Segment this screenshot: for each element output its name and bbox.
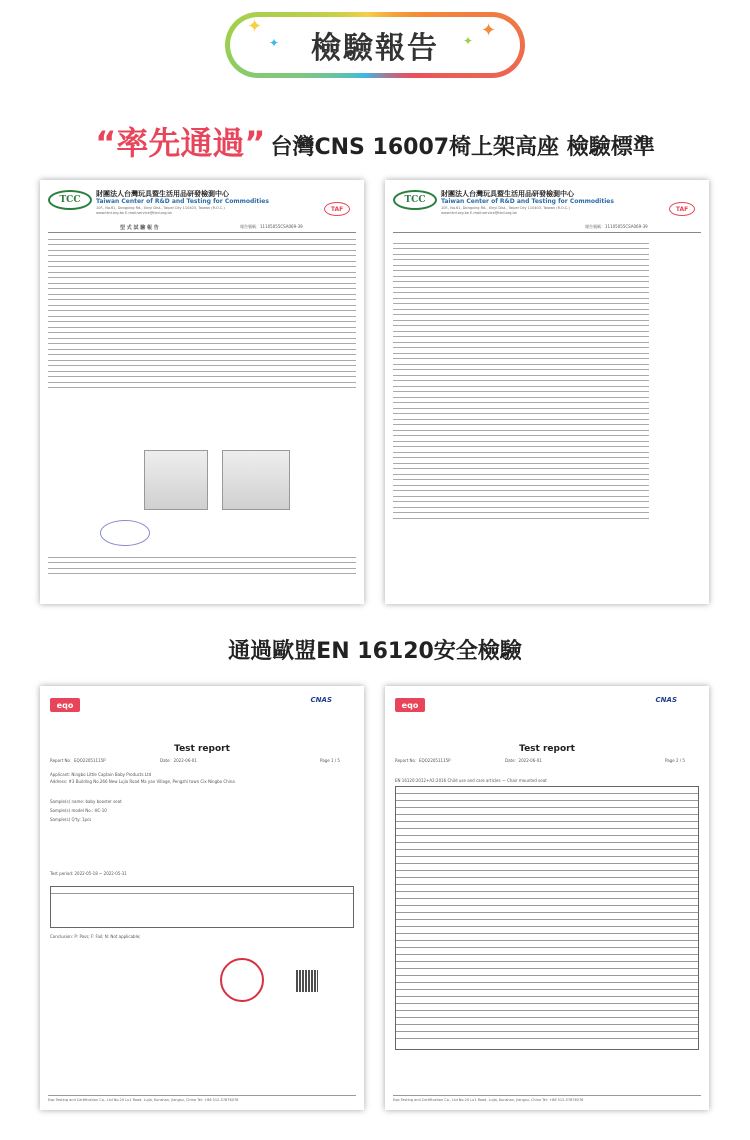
eqo-page: Page 1 / 5 — [320, 758, 340, 763]
eqo-title: Test report — [174, 744, 230, 754]
tcc-address: 10F., No.61, Dongxing Rd., Xinyi Dist., Taipei City 110403, Taiwan (R.O.C.) — [96, 206, 225, 210]
tcc-table — [48, 234, 356, 388]
tcc-report-title: 型 式 試 驗 報 告 — [120, 225, 159, 231]
tcc-logo: TCC — [393, 190, 437, 210]
table-row — [396, 927, 698, 934]
tcc-logo: TCC — [48, 190, 92, 210]
tcc-org-en: Taiwan Center of R&D and Testing for Commodities — [441, 198, 614, 205]
table-row — [396, 913, 698, 920]
eqo-logo: eqo — [50, 698, 80, 712]
tcc-stamp — [100, 520, 150, 546]
eqo-summary-table — [50, 886, 354, 928]
eqo-footer: Eqo Testing and Certification Co., Ltd No.20 Lu1 Road, Lujia, Kunshan, Jiangsu, China Tel: +86 512-57876076 — [48, 1095, 356, 1102]
list-item — [393, 513, 649, 519]
table-row — [396, 948, 698, 955]
table-row — [396, 906, 698, 913]
eqo-address: Address: #3 Building No.266 New Lujia Road Ma yan Village, Pengzhi town Cix Ningbo China — [50, 779, 235, 784]
table-row — [396, 892, 698, 899]
eqo-results-table — [395, 786, 699, 1050]
tcc-checklist — [393, 238, 649, 519]
table-row — [396, 1011, 698, 1018]
eqo-model: Sample(s) model No.: HC-10 — [50, 808, 107, 813]
tcc-org-name: 財團法人台灣玩具暨生活用品研發檢測中心 — [441, 190, 574, 198]
tcc-report-no: 報告號碼：11105055CSA069-39 — [585, 224, 648, 229]
eqo-logo: eqo — [395, 698, 425, 712]
table-row — [396, 941, 698, 948]
eqo-conclusion: Conclusion: P: Pass; F: Fail; N: Not applicable; — [50, 934, 141, 939]
table-row — [396, 920, 698, 927]
table-row — [396, 969, 698, 976]
table-row — [396, 983, 698, 990]
table-row — [396, 815, 698, 822]
cnas-logo: CNAS — [310, 696, 332, 704]
eqo-test-period: Test period: 2022-05-18 ~ 2022-05-31 — [50, 871, 127, 876]
tcc-org-en: Taiwan Center of R&D and Testing for Commodities — [96, 198, 269, 205]
table-row — [51, 887, 353, 894]
table-row — [48, 383, 356, 389]
table-row — [396, 864, 698, 871]
tcc-report-page-2 — [385, 180, 709, 604]
table-row — [396, 955, 698, 962]
qr-code — [296, 970, 318, 992]
table-row — [396, 997, 698, 1004]
eqo-report-no: Report No：EQO22051115P — [50, 758, 106, 763]
headline — [0, 118, 750, 164]
taf-logo: TAF — [324, 202, 350, 216]
table-row — [396, 1018, 698, 1025]
tcc-report-no: 報告號碼：11105055CSA069-39 — [240, 224, 303, 229]
table-row — [48, 569, 356, 575]
table-row — [396, 836, 698, 843]
banner-frame — [225, 12, 525, 78]
sparkle-icon: ✦ — [269, 36, 280, 50]
banner-title: 檢驗報告 — [311, 31, 439, 66]
tcc-org-name: 財團法人台灣玩具暨生活用品研發檢測中心 — [96, 190, 229, 198]
sparkle-icon: ✦ — [247, 16, 263, 37]
table-row — [396, 822, 698, 829]
table-row — [396, 990, 698, 997]
eqo-applicant: Applicant: Ningbo Little Captain Baby Products Ltd — [50, 772, 152, 777]
table-row — [396, 829, 698, 836]
table-row — [396, 871, 698, 878]
cnas-logo: CNAS — [655, 696, 677, 704]
eqo-date: Date：2022-06-01 — [160, 758, 197, 763]
table-row — [396, 801, 698, 808]
table-row — [396, 1032, 698, 1039]
eqo-standard: EN 16120:2012+A2:2016 Child use and care articles — Chair mounted seat — [395, 778, 547, 783]
eqo-footer: Eqo Testing and Certification Co., Ltd No.20 Lu1 Road, Lujia, Kunshan, Jiangsu, China Tel: +86 512-57876076 — [393, 1095, 701, 1102]
eqo-report-page-1 — [40, 686, 364, 1110]
table-row — [396, 857, 698, 864]
table-row — [396, 843, 698, 850]
table-row — [396, 808, 698, 815]
table-row — [396, 976, 698, 983]
table-row — [396, 787, 698, 794]
table-row — [396, 850, 698, 857]
eqo-title: Test report — [519, 744, 575, 754]
eqo-sample-name: Sample(s) name: baby booster seat — [50, 799, 122, 804]
product-photo — [144, 450, 208, 510]
headline-text: 台灣CNS 16007椅上架高座 檢驗標準 — [270, 135, 655, 160]
headline-quote: “率先通過” — [95, 124, 266, 162]
tcc-address: 10F., No.61, Dongxing Rd., Xinyi Dist., Taipei City 110403, Taiwan (R.O.C.) — [441, 206, 570, 210]
eqo-report-page-2 — [385, 686, 709, 1110]
table-row — [396, 878, 698, 885]
section2-title: 通過歐盟EN 16120安全檢驗 — [228, 639, 522, 664]
tcc-report-page-1 — [40, 180, 364, 604]
table-row — [396, 934, 698, 941]
eqo-page: Page 2 / 5 — [665, 758, 685, 763]
table-row — [396, 885, 698, 892]
table-row — [396, 962, 698, 969]
eqo-report-no: Report No：EQO22051115P — [395, 758, 451, 763]
tcc-web: www.ttrd.org.tw E-mail:service@ttrd.org.tw — [441, 211, 517, 215]
eqo-date: Date：2022-06-01 — [505, 758, 542, 763]
eqo-qty: Sample(s) Q'ty: 1pcs — [50, 817, 92, 822]
product-photo — [222, 450, 290, 510]
table-row — [396, 1004, 698, 1011]
table-row — [396, 899, 698, 906]
divider — [48, 232, 356, 233]
sparkle-icon: ✦ — [481, 20, 497, 41]
red-seal — [220, 958, 264, 1002]
tcc-notes — [48, 552, 356, 574]
table-row — [396, 794, 698, 801]
tcc-web: www.ttrd.org.tw E-mail:service@ttrd.org.tw — [96, 211, 172, 215]
sparkle-icon: ✦ — [463, 34, 474, 48]
table-row — [396, 1025, 698, 1032]
taf-logo: TAF — [669, 202, 695, 216]
divider — [393, 232, 701, 233]
